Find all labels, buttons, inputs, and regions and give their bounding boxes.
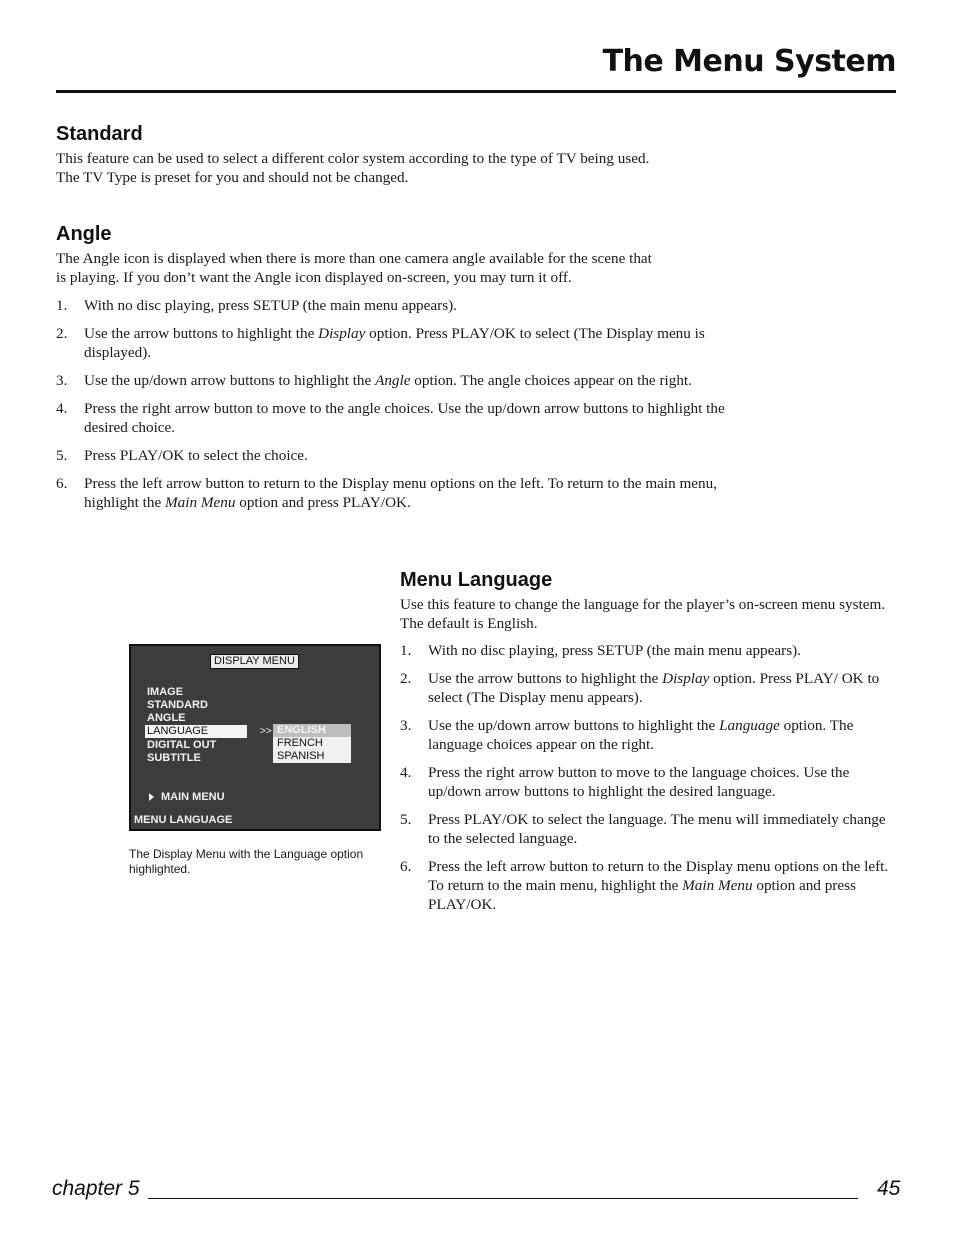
standard-line-2: The TV Type is preset for you and should not be changed.: [56, 169, 409, 186]
step-emphasis: Display: [662, 670, 710, 687]
step-number: 1.: [400, 642, 412, 659]
step-number: 1.: [56, 297, 68, 314]
standard-line-1: This feature can be used to select a different color system according to the type of TV being used.: [56, 150, 650, 167]
display-menu-screenshot: [129, 644, 381, 831]
standard-heading: Standard: [56, 123, 143, 145]
page-title: The Menu System: [602, 44, 896, 79]
step-emphasis: Display: [318, 325, 366, 342]
screen-item-standard: STANDARD: [147, 699, 208, 711]
screen-item-digital-out: DIGITAL OUT: [147, 739, 217, 751]
step-item: [56, 399, 726, 437]
step-text: Use the up/down arrow buttons to highlight the: [428, 717, 720, 734]
step-item: [56, 324, 726, 362]
step-emphasis: Main Menu: [165, 494, 236, 511]
screen-choice-french: FRENCH: [277, 737, 323, 749]
step-item: [400, 857, 894, 914]
screen-main-menu: [149, 791, 225, 803]
play-triangle-icon: [149, 793, 154, 801]
menu-language-steps-list: [400, 641, 894, 923]
step-item: [56, 371, 726, 390]
step-number: 6.: [400, 858, 412, 875]
step-text-end: option. The angle choices appear on the right.: [410, 372, 692, 389]
step-text: With no disc playing, press SETUP (the main menu appears).: [84, 297, 457, 314]
screen-arrows: >>: [260, 726, 272, 737]
step-emphasis: Language: [719, 717, 780, 734]
screen-choice-spanish: SPANISH: [277, 750, 325, 762]
screen-main-menu-label: MAIN MENU: [161, 791, 225, 803]
step-number: 3.: [56, 372, 68, 389]
footer-rule: [148, 1198, 858, 1199]
step-text-end: option. Press PLAY/OK to select (The Display menu is displayed).: [84, 325, 705, 361]
page-number: 45: [877, 1177, 901, 1200]
step-item: [56, 296, 726, 315]
step-item: [400, 763, 894, 801]
menu-language-heading: Menu Language: [400, 569, 553, 591]
screen-item-subtitle: SUBTITLE: [147, 752, 201, 764]
step-item: [400, 716, 894, 754]
figure-caption: The Display Menu with the Language option highlighted.: [129, 847, 364, 876]
screen-item-angle: ANGLE: [147, 712, 186, 724]
step-item: [400, 641, 894, 660]
step-text: Press PLAY/OK to select the language. The menu will immediately change to the selected language.: [428, 811, 886, 847]
screen-choice-english: ENGLISH: [273, 724, 351, 737]
angle-text: [56, 249, 756, 287]
step-text: Use the arrow buttons to highlight the: [84, 325, 319, 342]
step-text: Use the arrow buttons to highlight the: [428, 670, 663, 687]
step-emphasis: Main Menu: [682, 877, 753, 894]
step-item: [400, 669, 894, 707]
step-number: 5.: [400, 811, 412, 828]
title-rule: [56, 90, 896, 93]
step-text: With no disc playing, press SETUP (the main menu appears).: [428, 642, 801, 659]
step-number: 2.: [56, 325, 68, 342]
step-text: Press the left arrow button to return to the Display menu options on the left. To return to the main menu, highlight the: [428, 858, 889, 894]
menu-language-intro: Use this feature to change the language for the player’s on-screen menu system. The default is English.: [400, 596, 886, 632]
step-text-end: option and press PLAY/OK.: [235, 494, 411, 511]
screen-choices: [273, 724, 351, 763]
step-text-end: option. The language choices appear on the right.: [428, 717, 854, 753]
step-number: 6.: [56, 475, 68, 492]
step-item: [56, 446, 726, 465]
angle-heading: Angle: [56, 223, 112, 245]
step-text: Press the right arrow button to move to the angle choices. Use the up/down arrow buttons to highlight the desired choice.: [84, 400, 725, 436]
screen-title: DISPLAY MENU: [210, 654, 299, 669]
step-text: Use the up/down arrow buttons to highlight the: [84, 372, 376, 389]
step-text: Press PLAY/OK to select the choice.: [84, 447, 308, 464]
angle-steps-list: [56, 296, 726, 521]
standard-text: [56, 149, 756, 187]
step-text-end: option. Press PLAY/ OK to select (The Display menu appears).: [428, 670, 880, 706]
step-text-end: option and press PLAY/OK.: [428, 877, 856, 913]
screen-item-image: IMAGE: [147, 686, 184, 698]
step-number: 5.: [56, 447, 68, 464]
step-item: [56, 474, 726, 512]
screen-footer: MENU LANGUAGE: [134, 814, 233, 826]
footer-chapter: chapter 5: [52, 1177, 140, 1200]
step-number: 3.: [400, 717, 412, 734]
angle-line-1: The Angle icon is displayed when there is more than one camera angle available for the scene that: [56, 250, 652, 267]
angle-line-2: is playing. If you don’t want the Angle icon displayed on-screen, you may turn it off.: [56, 269, 572, 286]
step-item: [400, 810, 894, 848]
step-text: Press the right arrow button to move to the language choices. Use the up/down arrow buttons to highlight the desired language.: [428, 764, 850, 800]
step-number: 2.: [400, 670, 412, 687]
step-emphasis: Angle: [375, 372, 411, 389]
step-text: Press the left arrow button to return to the Display menu options on the left. To return to the main menu, highlight the: [84, 475, 718, 511]
step-number: 4.: [400, 764, 412, 781]
step-number: 4.: [56, 400, 68, 417]
screen-item-language: LANGUAGE: [145, 725, 247, 738]
